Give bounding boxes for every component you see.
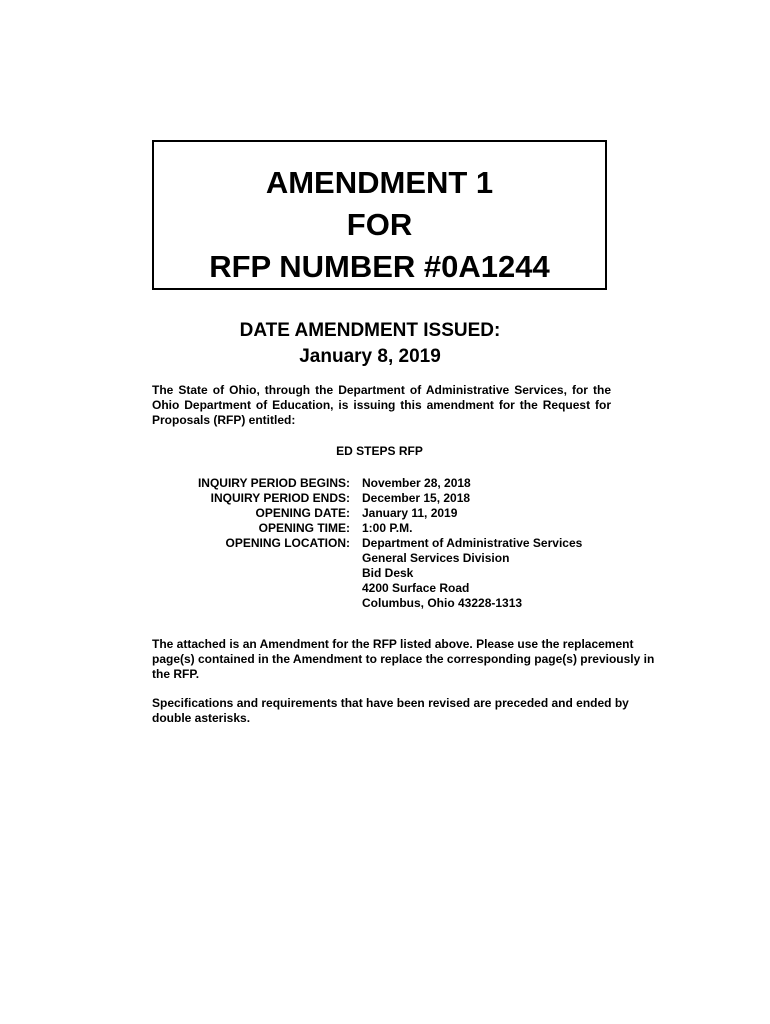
detail-row-inquiry-ends — [152, 491, 622, 506]
intro-paragraph: The State of Ohio, through the Department of Administrative Services, for the Ohio Department of Education, is issuing this amendment for the Request for Proposals (RFP) entitled: — [152, 383, 611, 427]
detail-value — [362, 476, 622, 491]
detail-label: OPENING TIME: — [258, 521, 350, 535]
issued-date-value: January 8, 2019 — [299, 346, 441, 367]
title-line-rfp-number: RFP NUMBER #0A1244 — [209, 249, 550, 284]
detail-value-line: Department of Administrative Services — [362, 536, 583, 550]
rfp-details — [152, 476, 622, 611]
detail-row-opening-date — [152, 506, 622, 521]
revision-note-paragraph: Specifications and requirements that have been revised are preceded and ended by double asterisks. — [152, 696, 629, 725]
detail-value — [362, 491, 622, 506]
detail-row-opening-time — [152, 521, 622, 536]
title-line-for: FOR — [346, 207, 413, 242]
detail-value-line: Bid Desk — [362, 566, 414, 580]
detail-value-line: December 15, 2018 — [362, 491, 471, 505]
detail-label: OPENING DATE: — [255, 506, 350, 520]
title-line-amendment: AMENDMENT 1 — [265, 165, 494, 200]
detail-label: OPENING LOCATION: — [225, 536, 350, 550]
detail-value-line: November 28, 2018 — [362, 476, 471, 490]
detail-value — [362, 536, 622, 611]
detail-value — [362, 521, 622, 536]
detail-value — [362, 506, 622, 521]
detail-row-opening-location — [152, 536, 622, 611]
detail-row-inquiry-begins — [152, 476, 622, 491]
issued-date-label: DATE AMENDMENT ISSUED: — [239, 320, 501, 341]
detail-value-line: Columbus, Ohio 43228-1313 — [362, 596, 523, 610]
amendment-title-box — [152, 140, 607, 290]
detail-label: INQUIRY PERIOD BEGINS: — [197, 476, 350, 490]
detail-value-line: 4200 Surface Road — [362, 581, 470, 595]
detail-value-line: General Services Division — [362, 551, 510, 565]
rfp-title: ED STEPS RFP — [336, 444, 423, 458]
amendment-instructions-paragraph: The attached is an Amendment for the RFP listed above. Please use the replacement page(s) contained in the Amendment to replace the corresponding page(s) previously in the RFP. — [152, 637, 655, 681]
detail-label: INQUIRY PERIOD ENDS: — [210, 491, 350, 505]
detail-value-line: January 11, 2019 — [362, 506, 458, 520]
detail-value-line: 1:00 P.M. — [362, 521, 413, 535]
